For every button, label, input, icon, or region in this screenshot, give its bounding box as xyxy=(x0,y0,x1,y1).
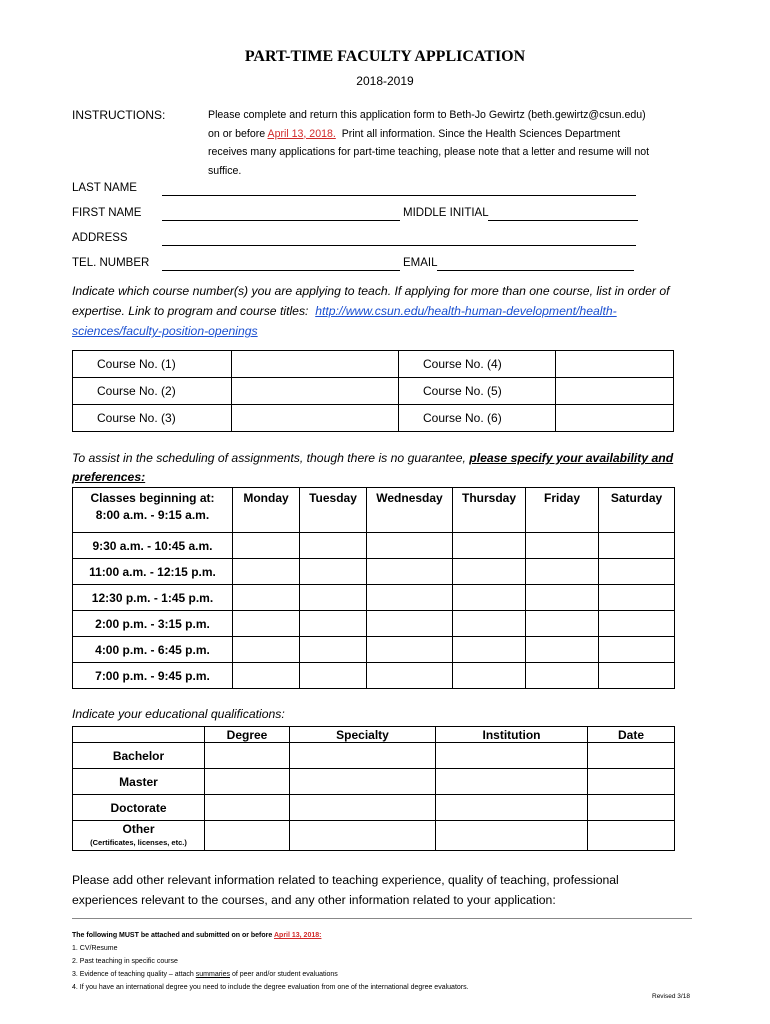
education-cell[interactable] xyxy=(436,821,588,851)
availability-cell[interactable] xyxy=(453,559,526,585)
education-row-label: Other xyxy=(122,821,155,836)
availability-cell[interactable] xyxy=(367,611,453,637)
availability-cell[interactable] xyxy=(599,585,675,611)
day-header-thursday: Thursday xyxy=(453,488,526,533)
availability-header-row xyxy=(73,488,675,533)
availability-cell[interactable] xyxy=(453,637,526,663)
education-cell[interactable] xyxy=(205,743,290,769)
time-slot-label: 2:00 p.m. - 3:15 p.m. xyxy=(73,611,233,637)
availability-row xyxy=(73,559,675,585)
availability-row xyxy=(73,637,675,663)
education-cell[interactable] xyxy=(290,769,436,795)
education-row xyxy=(73,769,675,795)
time-slot-label: 9:30 a.m. - 10:45 a.m. xyxy=(73,533,233,559)
education-header-row xyxy=(73,727,675,743)
instructions-line-2 xyxy=(208,125,708,144)
education-other-cell xyxy=(73,821,205,851)
education-row-label: Doctorate xyxy=(73,795,205,821)
availability-cell[interactable] xyxy=(367,533,453,559)
availability-cell[interactable] xyxy=(526,559,599,585)
tel-label: TEL. NUMBER xyxy=(72,257,150,269)
availability-cell[interactable] xyxy=(300,533,367,559)
availability-cell[interactable] xyxy=(526,611,599,637)
education-row xyxy=(73,743,675,769)
other-info-prompt xyxy=(72,870,722,910)
attachment-item-3-pre: 3. Evidence of teaching quality – attach xyxy=(72,971,194,978)
day-header-monday: Monday xyxy=(233,488,300,533)
middle-initial-label: MIDDLE INITIAL xyxy=(403,207,489,219)
day-header-tuesday: Tuesday xyxy=(300,488,367,533)
attachment-item: 1. CV/Resume xyxy=(72,945,118,952)
education-cell[interactable] xyxy=(290,743,436,769)
first-name-field[interactable] xyxy=(162,220,400,221)
availability-cell[interactable] xyxy=(367,637,453,663)
email-label: EMAIL xyxy=(403,257,438,269)
attachments-list xyxy=(72,929,469,994)
availability-row xyxy=(73,585,675,611)
availability-cell[interactable] xyxy=(599,611,675,637)
availability-cell[interactable] xyxy=(599,559,675,585)
education-corner-cell xyxy=(73,727,205,743)
availability-cell[interactable] xyxy=(526,637,599,663)
other-info-line-1: Please add other relevant information related to teaching experience, quality of teaching, professional xyxy=(72,873,619,887)
time-slot-label: 7:00 p.m. - 9:45 p.m. xyxy=(73,663,233,689)
attachment-item-3-post: of peer and/or student evaluations xyxy=(231,971,338,978)
availability-cell[interactable] xyxy=(300,585,367,611)
education-table xyxy=(72,726,675,851)
availability-cell[interactable] xyxy=(453,611,526,637)
course-titles-link-cont[interactable]: sciences/faculty-position-openings xyxy=(72,324,258,338)
address-field[interactable] xyxy=(162,245,636,246)
course-prompt-line-1: Indicate which course number(s) you are applying to teach. If applying for more than one course, list in order of xyxy=(72,284,670,298)
education-cell[interactable] xyxy=(205,769,290,795)
time-slot-label: 12:30 p.m. - 1:45 p.m. xyxy=(73,585,233,611)
availability-cell[interactable] xyxy=(526,585,599,611)
email-field[interactable] xyxy=(437,270,634,271)
availability-cell[interactable] xyxy=(599,637,675,663)
classes-beginning-label: Classes beginning at: xyxy=(90,491,215,505)
instructions-line-3: receives many applications for part-time teaching, please note that a letter and resume will not xyxy=(208,146,650,159)
education-cell[interactable] xyxy=(290,821,436,851)
education-row xyxy=(73,821,675,851)
availability-cell[interactable] xyxy=(367,559,453,585)
time-slot-label: 11:00 a.m. - 12:15 p.m. xyxy=(73,559,233,585)
availability-cell[interactable] xyxy=(367,663,453,689)
education-row xyxy=(73,795,675,821)
course-prompt-line-2 xyxy=(72,301,712,321)
availability-cell[interactable] xyxy=(233,533,300,559)
education-cell[interactable] xyxy=(205,795,290,821)
course-no-6-label: Course No. (6) xyxy=(399,405,556,432)
availability-cell[interactable] xyxy=(599,533,675,559)
course-prompt-line-2-pre: expertise. Link to program and course titles: xyxy=(72,304,309,318)
availability-row xyxy=(73,611,675,637)
divider-line xyxy=(72,918,692,919)
page-title: PART-TIME FACULTY APPLICATION xyxy=(244,48,526,65)
course-no-6-input[interactable] xyxy=(556,405,674,432)
tel-field[interactable] xyxy=(162,270,400,271)
day-header-wednesday: Wednesday xyxy=(367,488,453,533)
availability-cell[interactable] xyxy=(233,637,300,663)
availability-cell[interactable] xyxy=(526,663,599,689)
education-cell[interactable] xyxy=(436,743,588,769)
first-name-label: FIRST NAME xyxy=(72,207,142,219)
middle-initial-field[interactable] xyxy=(488,220,638,221)
education-cell[interactable] xyxy=(436,769,588,795)
address-label: ADDRESS xyxy=(72,232,128,244)
education-prompt: Indicate your educational qualifications: xyxy=(72,707,285,721)
day-header-friday: Friday xyxy=(526,488,599,533)
availability-prompt-pre: To assist in the scheduling of assignments, though there is no guarantee, xyxy=(72,451,466,465)
attachment-item xyxy=(72,968,469,981)
attachment-item: 4. If you have an international degree you need to include the degree evaluation from one of the international degree evaluators. xyxy=(72,984,469,991)
education-cell[interactable] xyxy=(588,769,675,795)
availability-row xyxy=(73,663,675,689)
availability-row xyxy=(73,533,675,559)
course-no-5-label: Course No. (5) xyxy=(399,378,556,405)
education-cell[interactable] xyxy=(290,795,436,821)
last-name-label: LAST NAME xyxy=(72,182,137,194)
availability-prompt-emphasis: please specify your availability and xyxy=(469,451,674,465)
course-no-3-input[interactable] xyxy=(232,405,399,432)
availability-cell[interactable] xyxy=(233,559,300,585)
day-header-saturday: Saturday xyxy=(599,488,675,533)
last-name-field[interactable] xyxy=(162,195,636,196)
course-prompt xyxy=(72,281,712,341)
availability-cell[interactable] xyxy=(300,663,367,689)
availability-cell[interactable] xyxy=(526,533,599,559)
attachment-item-3-underlined: summaries xyxy=(195,971,230,978)
availability-cell[interactable] xyxy=(453,533,526,559)
availability-cell[interactable] xyxy=(453,585,526,611)
other-note: (Certificates, licenses, etc.) xyxy=(90,837,187,847)
availability-cell[interactable] xyxy=(453,663,526,689)
instructions-line-2-post: Print all information. Since the Health Sciences Department xyxy=(341,127,621,140)
attachments-heading-pre: The following MUST be attached and submitted on or before xyxy=(72,932,273,939)
instructions-line-2-pre: on or before xyxy=(208,127,266,140)
course-no-2-label: Course No. (2) xyxy=(73,378,232,405)
course-no-1-label: Course No. (1) xyxy=(73,351,232,378)
academic-year: 2018-2019 xyxy=(356,74,414,88)
other-info-line-2: experiences relevant to the courses, and any other information related to your application: xyxy=(72,893,556,907)
availability-cell[interactable] xyxy=(599,663,675,689)
education-cell[interactable] xyxy=(588,743,675,769)
instructions-line-4: suffice. xyxy=(208,164,242,177)
education-row-label: Master xyxy=(73,769,205,795)
availability-cell[interactable] xyxy=(300,637,367,663)
deadline-date: April 13, 2018. xyxy=(267,127,336,140)
instructions-label: INSTRUCTIONS: xyxy=(72,108,166,122)
education-cell[interactable] xyxy=(436,795,588,821)
instructions-line-1: Please complete and return this application form to Beth-Jo Gewirtz (beth.gewirtz@csun.edu) xyxy=(208,109,646,121)
education-row-label: Bachelor xyxy=(73,743,205,769)
course-table-row xyxy=(73,378,674,405)
instructions-text xyxy=(208,106,708,180)
availability-prompt-emphasis-2: preferences: xyxy=(72,470,146,484)
course-no-3-label: Course No. (3) xyxy=(73,405,232,432)
course-no-2-input[interactable] xyxy=(232,378,399,405)
course-table-row xyxy=(73,351,674,378)
institution-header: Institution xyxy=(436,727,588,743)
revision-note: Revised 3/18 xyxy=(652,993,690,1000)
availability-cell[interactable] xyxy=(367,585,453,611)
time-slot-label: 8:00 a.m. - 9:15 a.m. xyxy=(95,508,210,522)
education-cell[interactable] xyxy=(588,821,675,851)
course-no-1-input[interactable] xyxy=(232,351,399,378)
first-slot-cell xyxy=(73,488,233,533)
degree-header: Degree xyxy=(205,727,290,743)
course-table-row xyxy=(73,405,674,432)
course-table xyxy=(72,350,674,432)
attachments-heading xyxy=(72,929,469,942)
course-no-4-label: Course No. (4) xyxy=(399,351,556,378)
availability-cell[interactable] xyxy=(300,611,367,637)
availability-prompt xyxy=(72,449,712,487)
time-slot-label: 4:00 p.m. - 6:45 p.m. xyxy=(73,637,233,663)
date-header: Date xyxy=(588,727,675,743)
availability-cell[interactable] xyxy=(233,663,300,689)
availability-table xyxy=(72,487,675,689)
course-titles-link[interactable]: http://www.csun.edu/health-human-development/health- xyxy=(315,304,617,318)
availability-cell[interactable] xyxy=(233,611,300,637)
course-no-4-input[interactable] xyxy=(556,351,674,378)
attachment-item: 2. Past teaching in specific course xyxy=(72,958,178,965)
education-cell[interactable] xyxy=(205,821,290,851)
availability-cell[interactable] xyxy=(233,585,300,611)
education-cell[interactable] xyxy=(588,795,675,821)
attachments-deadline: April 13, 2018: xyxy=(273,932,322,939)
specialty-header: Specialty xyxy=(290,727,436,743)
course-no-5-input[interactable] xyxy=(556,378,674,405)
availability-cell[interactable] xyxy=(300,559,367,585)
